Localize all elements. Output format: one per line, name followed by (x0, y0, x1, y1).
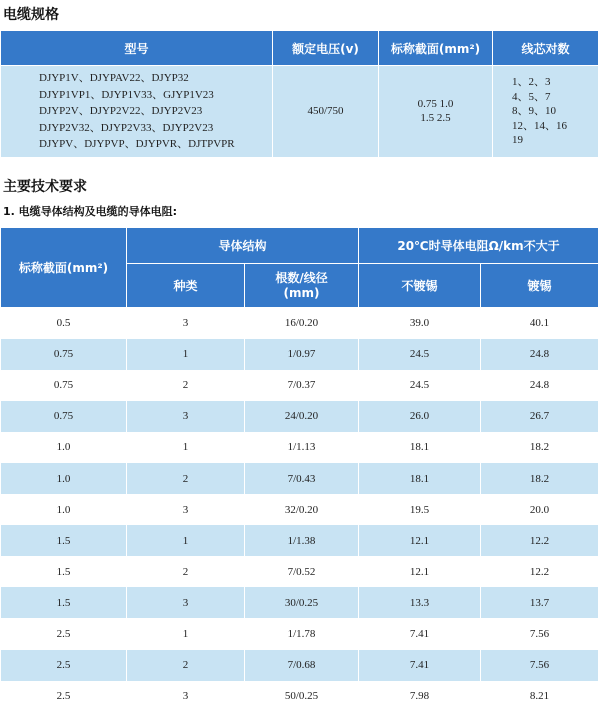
cell-wire-count-diameter: 7/0.37 (245, 370, 359, 401)
cell-resistance-tinned: 12.2 (481, 525, 598, 556)
cell-nominal-section: 0.5 (1, 308, 127, 339)
cell-nominal-section: 1.5 (1, 525, 127, 556)
header-wire-count-diameter: 根数/线径 (mm) (245, 264, 359, 308)
conductor-resistance-table (0, 227, 598, 712)
section-title-cable-spec: 电缆规格 (3, 4, 59, 24)
cell-type: 1 (127, 525, 245, 556)
cell-resistance-tinned: 8.21 (481, 681, 598, 712)
cell-resistance-tinned: 7.56 (481, 650, 598, 681)
cell-nominal-section: 0.75 (1, 401, 127, 432)
table-row (1, 370, 598, 401)
cell-nominal-section: 2.5 (1, 681, 127, 712)
table-row (1, 525, 598, 556)
cell-resistance-tinned: 24.8 (481, 339, 598, 370)
cell-wire-count-diameter: 50/0.25 (245, 681, 359, 712)
cell-resistance-tinned: 7.56 (481, 618, 598, 649)
header-voltage: 额定电压(v) (273, 31, 379, 66)
cell-resistance-untinned: 12.1 (359, 556, 481, 587)
section-title-tech-requirements: 主要技术要求 (3, 176, 87, 196)
cell-type: 2 (127, 650, 245, 681)
header-cores: 线芯对数 (493, 31, 598, 66)
header-conductor-resistance: 20℃时导体电阻Ω/km不大于 (359, 228, 598, 264)
cell-resistance-tinned: 20.0 (481, 494, 598, 525)
cell-resistance-untinned: 7.98 (359, 681, 481, 712)
table-row (1, 681, 598, 712)
cell-wire-count-diameter: 1/0.97 (245, 339, 359, 370)
cell-type: 3 (127, 681, 245, 712)
table-row (1, 401, 598, 432)
table-row (1, 556, 598, 587)
cell-resistance-tinned: 18.2 (481, 432, 598, 463)
cell-nominal-section: 1.5 (1, 587, 127, 618)
nominal-sections: 0.75 1.0 1.5 2.5 (379, 66, 493, 157)
table-row (1, 587, 598, 618)
cell-type: 3 (127, 308, 245, 339)
cell-wire-count-diameter: 7/0.43 (245, 463, 359, 494)
cell-nominal-section: 1.0 (1, 463, 127, 494)
cell-wire-count-diameter: 24/0.20 (245, 401, 359, 432)
cell-wire-count-diameter: 30/0.25 (245, 587, 359, 618)
model-list: DJYP1V、DJYPAV22、DJYP32 DJYP1VP1、DJYP1V33、GJYP1V23 DJYP2V、DJYP2V22、DJYP2V23 DJYP2V32、DJYP2V33、DJYP2V23 DJYPV、DJYPVP、DJYPVR、DJTPVPR (1, 66, 273, 157)
cell-type: 2 (127, 463, 245, 494)
cell-wire-count-diameter: 7/0.52 (245, 556, 359, 587)
cell-resistance-untinned: 24.5 (359, 370, 481, 401)
cell-wire-count-diameter: 1/1.38 (245, 525, 359, 556)
table-row (1, 432, 598, 463)
header-tinned: 镀锡 (481, 264, 598, 308)
cell-type: 3 (127, 587, 245, 618)
cell-resistance-untinned: 12.1 (359, 525, 481, 556)
cell-nominal-section: 2.5 (1, 618, 127, 649)
cell-nominal-section: 1.0 (1, 494, 127, 525)
cell-resistance-untinned: 18.1 (359, 432, 481, 463)
table-row (1, 463, 598, 494)
header-nominal-section: 标称截面(mm²) (1, 228, 127, 308)
header-model: 型号 (1, 31, 273, 66)
table-row (1, 650, 598, 681)
cell-wire-count-diameter: 1/1.13 (245, 432, 359, 463)
cell-resistance-untinned: 19.5 (359, 494, 481, 525)
cell-type: 3 (127, 494, 245, 525)
cell-resistance-tinned: 24.8 (481, 370, 598, 401)
cell-wire-count-diameter: 1/1.78 (245, 618, 359, 649)
table-row (1, 618, 598, 649)
cell-resistance-untinned: 7.41 (359, 650, 481, 681)
subsection-title-conductor: 1. 电缆导体结构及电缆的导体电阻: (3, 203, 177, 219)
cell-resistance-tinned: 13.7 (481, 587, 598, 618)
cell-nominal-section: 1.0 (1, 432, 127, 463)
header-conductor-structure: 导体结构 (127, 228, 359, 264)
cell-wire-count-diameter: 16/0.20 (245, 308, 359, 339)
core-pairs: 1、2、3 4、5、7 8、9、10 12、14、16 19 (493, 66, 598, 157)
table-row (1, 339, 598, 370)
cell-wire-count-diameter: 7/0.68 (245, 650, 359, 681)
cell-resistance-tinned: 26.7 (481, 401, 598, 432)
cell-type: 1 (127, 432, 245, 463)
cell-resistance-untinned: 24.5 (359, 339, 481, 370)
cable-spec-table (0, 30, 598, 157)
cell-wire-count-diameter: 32/0.20 (245, 494, 359, 525)
table-row (1, 308, 598, 339)
cell-type: 2 (127, 556, 245, 587)
header-section: 标称截面(mm²) (379, 31, 493, 66)
table-row (1, 494, 598, 525)
cell-resistance-untinned: 7.41 (359, 618, 481, 649)
cell-resistance-tinned: 18.2 (481, 463, 598, 494)
cell-type: 1 (127, 339, 245, 370)
header-type: 种类 (127, 264, 245, 308)
cell-type: 3 (127, 401, 245, 432)
cell-nominal-section: 0.75 (1, 370, 127, 401)
cell-resistance-tinned: 40.1 (481, 308, 598, 339)
cell-nominal-section: 1.5 (1, 556, 127, 587)
cell-type: 2 (127, 370, 245, 401)
cell-resistance-untinned: 26.0 (359, 401, 481, 432)
cell-nominal-section: 2.5 (1, 650, 127, 681)
cell-resistance-tinned: 12.2 (481, 556, 598, 587)
header-untinned: 不镀锡 (359, 264, 481, 308)
rated-voltage: 450/750 (273, 66, 379, 157)
cell-type: 1 (127, 618, 245, 649)
cell-resistance-untinned: 13.3 (359, 587, 481, 618)
cell-nominal-section: 0.75 (1, 339, 127, 370)
cell-resistance-untinned: 18.1 (359, 463, 481, 494)
cell-resistance-untinned: 39.0 (359, 308, 481, 339)
